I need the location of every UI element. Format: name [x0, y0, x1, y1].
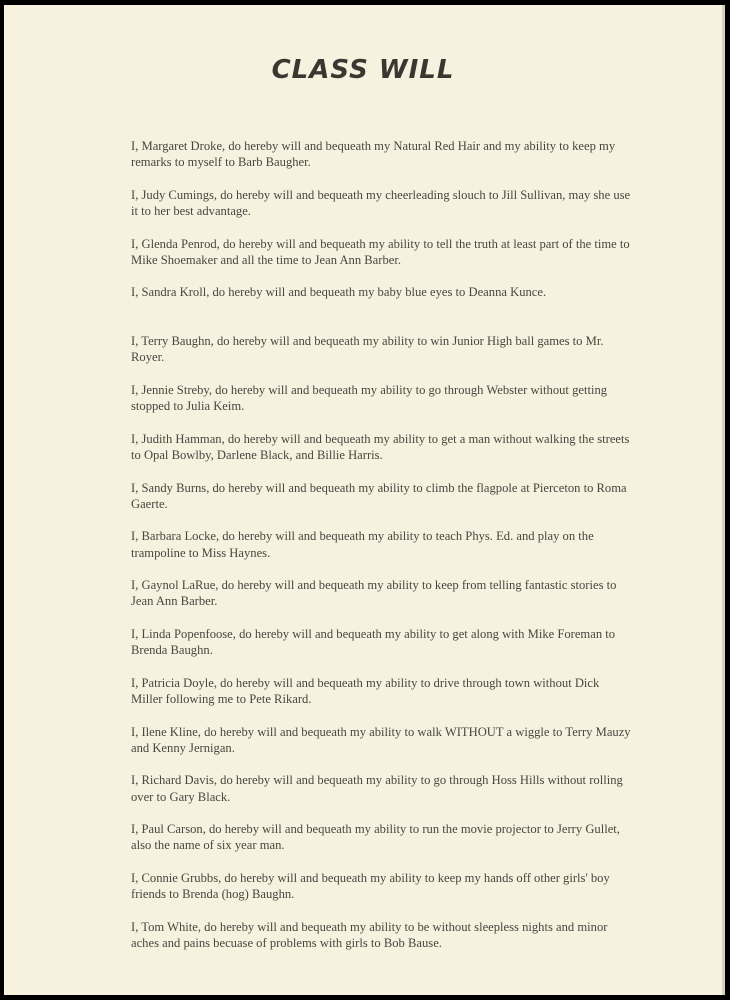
will-entry: I, Glenda Penrod, do hereby will and bequeath my ability to tell the truth at least part of the time to Mike Shoemaker and all the time to Jean Ann Barber.: [131, 236, 630, 267]
will-entry: I, Margaret Droke, do hereby will and bequeath my Natural Red Hair and my ability to keep my remarks to myself to Barb Baugher.: [131, 139, 616, 170]
will-entry: I, Gaynol LaRue, do hereby will and bequeath my ability to keep from telling fantastic stories to Jean Ann Barber.: [131, 578, 617, 609]
will-entry: I, Sandra Kroll, do hereby will and bequeath my baby blue eyes to Deanna Kunce.: [131, 285, 547, 300]
will-entry: I, Terry Baughn, do hereby will and bequeath my ability to win Junior High ball games to Mr. Royer.: [131, 334, 604, 365]
will-entry: I, Judy Cumings, do hereby will and bequeath my cheerleading slouch to Jill Sullivan, may she use it to her best advantage.: [131, 187, 631, 218]
will-entry: I, Sandy Burns, do hereby will and bequeath my ability to climb the flagpole at Pierceton to Roma Gaerte.: [131, 480, 627, 511]
will-entry: I, Richard Davis, do hereby will and bequeath my ability to go through Hoss Hills without rolling over to Gary Black.: [131, 773, 623, 804]
will-entry: I, Paul Carson, do hereby will and bequeath my ability to run the movie projector to Jerry Gullet, also the name of six year man.: [131, 822, 620, 853]
page-title: CLASS WILL: [271, 55, 455, 85]
will-entry: I, Judith Hamman, do hereby will and bequeath my ability to get a man without walking the streets to Opal Bowlby, Darlene Black, and Billie Harris.: [131, 431, 630, 462]
will-entry: I, Connie Grubbs, do hereby will and bequeath my ability to keep my hands off other girls' boy friends to Brenda (hog) Baughn.: [131, 870, 610, 902]
will-entry: I, Barbara Locke, do hereby will and bequeath my ability to teach Phys. Ed. and play on the trampoline to Miss Haynes.: [131, 529, 594, 560]
will-entry: I, Tom White, do hereby will and bequeath my ability to be without sleepless nights and minor aches and pains becuase of problems with girls to Bob Bause.: [131, 919, 608, 950]
will-entry: I, Linda Popenfoose, do hereby will and bequeath my ability to get along with Mike Foreman to Brenda Baughn.: [131, 626, 616, 658]
will-entries-list: [131, 138, 631, 968]
will-entry: I, Patricia Doyle, do hereby will and bequeath my ability to drive through town without Dick Miller following me to Pete Rikard.: [131, 675, 600, 706]
document-page: [4, 5, 725, 995]
will-entry: I, Jennie Streby, do hereby will and bequeath my ability to go through Webster without getting stopped to Julia Keim.: [131, 382, 608, 414]
will-entry: I, Ilene Kline, do hereby will and bequeath my ability to walk WITHOUT a wiggle to Terry Mauzy and Kenny Jernigan.: [131, 724, 631, 755]
